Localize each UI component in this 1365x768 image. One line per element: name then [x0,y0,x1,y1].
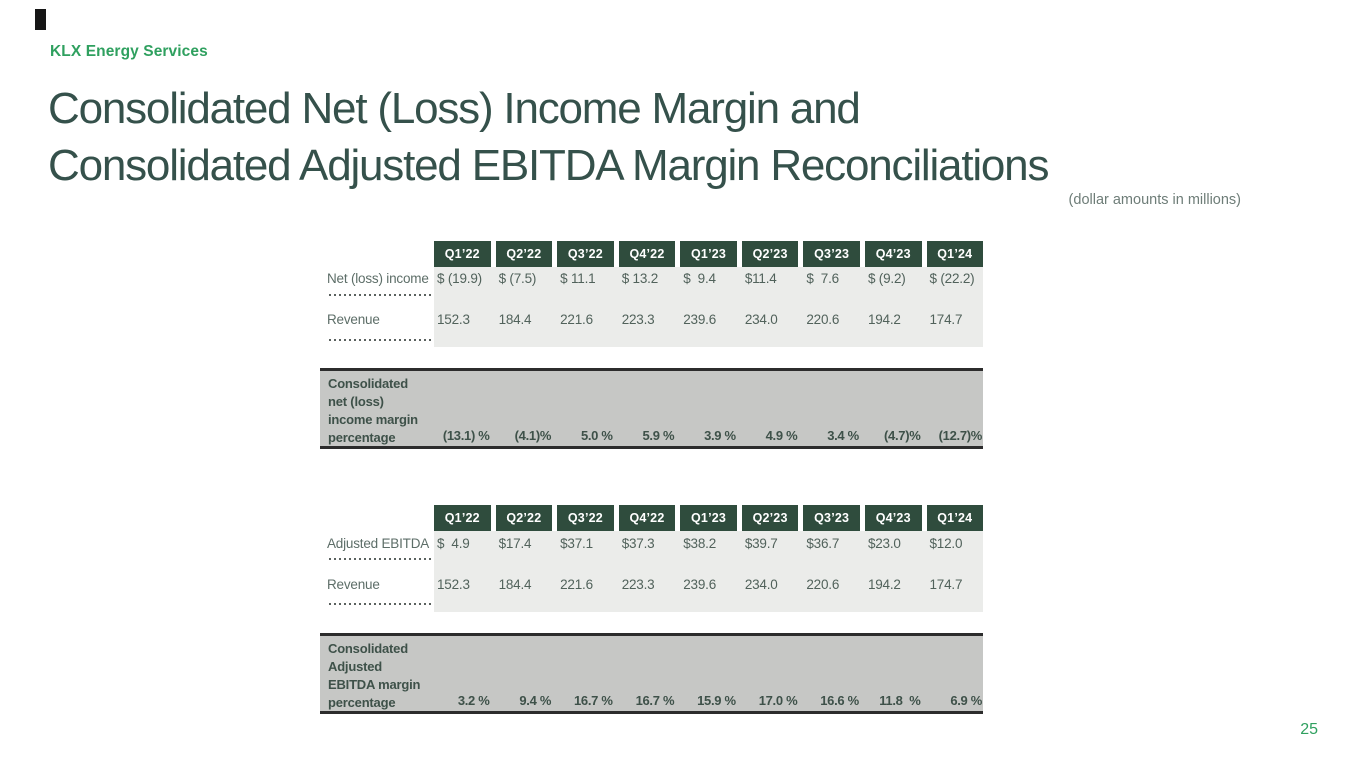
table1-summary-block [320,368,983,449]
revenue-value: 152.3 [437,312,470,327]
net-loss-income-value: $ 9.4 [683,271,716,286]
table1-row1-dotted-rule [329,293,434,296]
net-loss-income-value: $11.4 [744,271,777,286]
net-loss-income-margin-pct: (4.1)% [514,428,552,443]
quarter-header: Q3’22 [557,241,614,267]
quarter-header: Q4’22 [619,505,676,531]
table2-row2-dotted-rule [329,602,434,605]
revenue-value: 184.4 [498,312,532,327]
net-loss-income-margin-pct: 5.9 % [642,428,675,443]
quarter-header: Q2’22 [496,505,553,531]
adjusted-ebitda-margin-pct: 16.6 % [820,693,859,708]
table1-summary-values [434,428,983,443]
revenue-value: 239.6 [683,312,717,327]
quarter-header: Q1’23 [680,505,737,531]
adjusted-ebitda-value: $36.7 [806,536,840,551]
revenue-value: 239.6 [683,577,717,592]
revenue-value: 220.6 [806,312,840,327]
revenue-value: 221.6 [560,312,593,327]
adjusted-ebitda-margin-pct: 16.7 % [574,693,613,708]
table1-summary-label-line3: income margin [328,412,418,427]
table1-summary-label-line1: Consolidated [328,376,408,391]
adjusted-ebitda-value: $37.3 [621,536,655,551]
revenue-value: 221.6 [560,577,593,592]
adjusted-ebitda-margin-pct: 11.8 % [879,693,921,708]
corner-cursor-mark [35,9,46,30]
adjusted-ebitda-value: $37.1 [560,536,593,551]
adjusted-ebitda-value: $17.4 [498,536,532,551]
table2-row2-label: Revenue [327,577,380,592]
page-number: 25 [1300,721,1318,738]
table2-summary-label-line4: percentage [328,695,396,710]
revenue-value: 174.7 [929,312,963,327]
table1-row2-values [434,312,983,329]
quarter-header: Q1’24 [927,505,984,531]
net-loss-income-value: $ 13.2 [621,271,659,286]
brand-name: KLX Energy Services [50,43,208,60]
adjusted-ebitda-margin-pct: 3.2 % [457,693,490,708]
adjusted-ebitda-value: $38.2 [683,536,717,551]
table2-summary-label [328,640,420,712]
quarter-header: Q3’22 [557,505,614,531]
net-loss-income-margin-pct: 4.9 % [765,428,798,443]
adjusted-ebitda-margin-pct: 16.7 % [635,693,675,708]
revenue-value: 220.6 [806,577,840,592]
table2-summary-values [434,693,983,708]
table2-summary-label-line1: Consolidated [328,641,408,656]
net-loss-income-margin-pct: 5.0 % [580,428,613,443]
revenue-value: 234.0 [744,312,778,327]
quarter-header: Q2’23 [742,241,799,267]
quarter-header: Q4’23 [865,241,922,267]
table1-row1-values [434,271,983,288]
net-loss-income-margin-pct: 3.4 % [827,428,859,443]
table1-row1-label: Net (loss) income [327,271,429,286]
units-note: (dollar amounts in millions) [1068,192,1241,208]
net-loss-income-margin-pct: (12.7)% [938,428,983,443]
table2-summary-label-line2: Adjusted [328,659,383,674]
revenue-value: 152.3 [437,577,470,592]
quarter-header: Q4’23 [865,505,922,531]
revenue-value: 223.3 [621,577,655,592]
adjusted-ebitda-value: $23.0 [867,536,901,551]
table2-summary-label-line3: EBITDA margin [328,677,421,692]
revenue-value: 194.2 [867,577,901,592]
table1-row2-label: Revenue [327,312,380,327]
adjusted-ebitda-margin-pct: 6.9 % [950,693,983,708]
quarter-header: Q2’23 [742,505,799,531]
revenue-value: 184.4 [498,577,532,592]
net-loss-income-margin-pct: (13.1) % [442,428,490,443]
quarter-header: Q3’23 [803,241,860,267]
table1-quarter-header-row [434,241,983,267]
table1-summary-label-line2: net (loss) [328,394,384,409]
quarter-header: Q1’22 [434,505,491,531]
table1-row2-dotted-rule [329,338,434,341]
slide-title-line2: Consolidated Adjusted EBITDA Margin Reconciliations [48,141,1049,190]
table2-summary-block [320,633,983,714]
quarter-header: Q1’24 [927,241,984,267]
adjusted-ebitda-value: $ 4.9 [437,536,470,551]
table2-row1-label: Adjusted EBITDA [327,536,430,551]
adjusted-ebitda-margin-pct: 9.4 % [519,693,552,708]
slide-title-line1: Consolidated Net (Loss) Income Margin and [48,84,860,133]
table2-row1-dotted-rule [329,557,434,560]
table2-row2-values [434,577,983,594]
net-loss-income-value: $ 11.1 [560,271,596,286]
quarter-header: Q1’22 [434,241,491,267]
table1-summary-label-line4: percentage [328,430,396,445]
quarter-header: Q3’23 [803,505,860,531]
quarter-header: Q4’22 [619,241,676,267]
net-loss-income-value: $ (19.9) [437,271,482,286]
revenue-value: 174.7 [929,577,963,592]
table2-row1-values [434,536,983,553]
adjusted-ebitda-value: $39.7 [744,536,778,551]
net-loss-income-margin-pct: 3.9 % [704,428,736,443]
revenue-value: 194.2 [867,312,901,327]
table1-summary-label [328,375,418,447]
adjusted-ebitda-margin-pct: 15.9 % [697,693,736,708]
revenue-value: 223.3 [621,312,655,327]
net-loss-income-value: $ (9.2) [867,271,906,286]
table2-quarter-header-row [434,505,983,531]
net-loss-income-value: $ (7.5) [498,271,537,286]
quarter-header: Q2’22 [496,241,553,267]
revenue-value: 234.0 [744,577,778,592]
adjusted-ebitda-value: $12.0 [929,536,963,551]
net-loss-income-value: $ (22.2) [929,271,975,286]
adjusted-ebitda-margin-pct: 17.0 % [758,693,798,708]
net-loss-income-value: $ 7.6 [806,271,839,286]
slide-title [48,80,1298,194]
quarter-header: Q1’23 [680,241,737,267]
net-loss-income-margin-pct: (4.7)% [884,428,921,443]
